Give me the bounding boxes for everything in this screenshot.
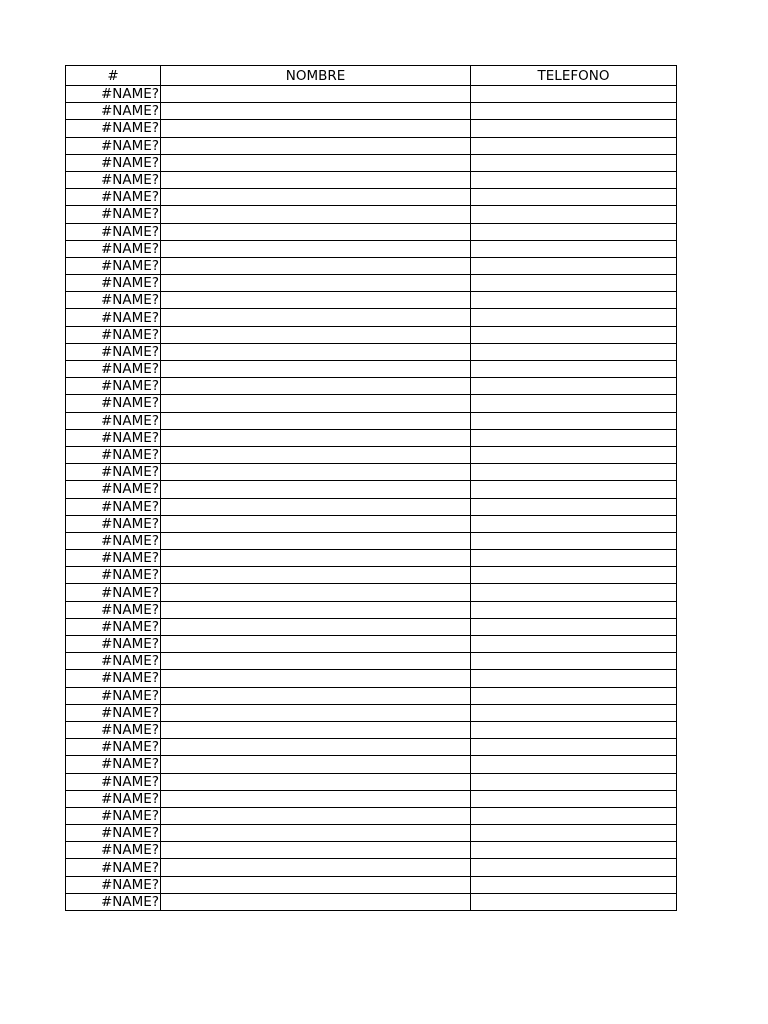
- table-body: [66, 86, 677, 911]
- nombre-cell[interactable]: [161, 859, 471, 876]
- nombre-cell[interactable]: [161, 464, 471, 481]
- telefono-cell[interactable]: [471, 343, 677, 360]
- row-number-cell[interactable]: #NAME?: [66, 584, 161, 601]
- table-row: [66, 137, 677, 154]
- telefono-cell[interactable]: [471, 446, 677, 463]
- nombre-cell[interactable]: [161, 790, 471, 807]
- table-row: [66, 498, 677, 515]
- table-row: [66, 532, 677, 549]
- table-row: [66, 636, 677, 653]
- table-row: [66, 309, 677, 326]
- telefono-cell[interactable]: [471, 240, 677, 257]
- telefono-cell[interactable]: [471, 773, 677, 790]
- telefono-cell[interactable]: [471, 137, 677, 154]
- table-row: [66, 154, 677, 171]
- table-row: [66, 670, 677, 687]
- telefono-cell[interactable]: [471, 86, 677, 103]
- telefono-cell[interactable]: [471, 481, 677, 498]
- nombre-cell[interactable]: [161, 498, 471, 515]
- telefono-cell[interactable]: [471, 206, 677, 223]
- telefono-cell[interactable]: [471, 223, 677, 240]
- row-number-cell[interactable]: #NAME?: [66, 206, 161, 223]
- telefono-cell[interactable]: [471, 412, 677, 429]
- telefono-cell[interactable]: [471, 498, 677, 515]
- row-number-cell[interactable]: #NAME?: [66, 687, 161, 704]
- table-row: [66, 790, 677, 807]
- table-row: [66, 326, 677, 343]
- telefono-cell[interactable]: [471, 721, 677, 738]
- nombre-cell[interactable]: [161, 550, 471, 567]
- table-row: [66, 86, 677, 103]
- telefono-cell[interactable]: [471, 532, 677, 549]
- table-row: [66, 240, 677, 257]
- table-row: [66, 567, 677, 584]
- nombre-cell[interactable]: [161, 343, 471, 360]
- row-number-cell[interactable]: #NAME?: [66, 343, 161, 360]
- row-number-cell[interactable]: #NAME?: [66, 618, 161, 635]
- table-row: [66, 481, 677, 498]
- row-number-cell[interactable]: #NAME?: [66, 189, 161, 206]
- telefono-cell[interactable]: [471, 859, 677, 876]
- telefono-cell[interactable]: [471, 171, 677, 188]
- row-number-cell[interactable]: #NAME?: [66, 876, 161, 893]
- telefono-cell[interactable]: [471, 653, 677, 670]
- nombre-cell[interactable]: [161, 292, 471, 309]
- telefono-cell[interactable]: [471, 378, 677, 395]
- table-row: [66, 618, 677, 635]
- row-number-cell[interactable]: #NAME?: [66, 464, 161, 481]
- nombre-cell[interactable]: [161, 309, 471, 326]
- row-number-cell[interactable]: #NAME?: [66, 137, 161, 154]
- row-number-cell[interactable]: #NAME?: [66, 773, 161, 790]
- nombre-cell[interactable]: [161, 361, 471, 378]
- telefono-cell[interactable]: [471, 395, 677, 412]
- row-number-cell[interactable]: #NAME?: [66, 257, 161, 274]
- header-nombre: NOMBRE: [161, 66, 471, 86]
- telefono-cell[interactable]: [471, 464, 677, 481]
- telefono-cell[interactable]: [471, 326, 677, 343]
- row-number-cell[interactable]: #NAME?: [66, 515, 161, 532]
- table-row: [66, 515, 677, 532]
- nombre-cell[interactable]: [161, 584, 471, 601]
- table-row: [66, 704, 677, 721]
- row-number-cell[interactable]: #NAME?: [66, 704, 161, 721]
- table-row: [66, 446, 677, 463]
- row-number-cell[interactable]: #NAME?: [66, 223, 161, 240]
- nombre-cell[interactable]: [161, 189, 471, 206]
- telefono-cell[interactable]: [471, 515, 677, 532]
- nombre-cell[interactable]: [161, 721, 471, 738]
- table-row: [66, 687, 677, 704]
- telefono-cell[interactable]: [471, 756, 677, 773]
- telefono-cell[interactable]: [471, 309, 677, 326]
- nombre-cell[interactable]: [161, 515, 471, 532]
- table-row: [66, 292, 677, 309]
- contact-table: [65, 65, 677, 911]
- row-number-cell[interactable]: #NAME?: [66, 378, 161, 395]
- row-number-cell[interactable]: #NAME?: [66, 498, 161, 515]
- table-row: [66, 343, 677, 360]
- row-number-cell[interactable]: #NAME?: [66, 636, 161, 653]
- telefono-cell[interactable]: [471, 567, 677, 584]
- nombre-cell[interactable]: [161, 532, 471, 549]
- row-number-cell[interactable]: #NAME?: [66, 601, 161, 618]
- telefono-cell[interactable]: [471, 601, 677, 618]
- row-number-cell[interactable]: #NAME?: [66, 103, 161, 120]
- table-row: [66, 584, 677, 601]
- nombre-cell[interactable]: [161, 412, 471, 429]
- telefono-cell[interactable]: [471, 704, 677, 721]
- table-row: [66, 807, 677, 824]
- nombre-cell[interactable]: [161, 704, 471, 721]
- nombre-cell[interactable]: [161, 120, 471, 137]
- row-number-cell[interactable]: #NAME?: [66, 739, 161, 756]
- nombre-cell[interactable]: [161, 154, 471, 171]
- table-row: [66, 412, 677, 429]
- nombre-cell[interactable]: [161, 825, 471, 842]
- table-row: [66, 120, 677, 137]
- nombre-cell[interactable]: [161, 446, 471, 463]
- table-row: [66, 773, 677, 790]
- nombre-cell[interactable]: [161, 103, 471, 120]
- nombre-cell[interactable]: [161, 756, 471, 773]
- table-row: [66, 378, 677, 395]
- row-number-cell[interactable]: #NAME?: [66, 807, 161, 824]
- table-row: [66, 893, 677, 910]
- table-row: [66, 653, 677, 670]
- header-row: [66, 66, 677, 86]
- nombre-cell[interactable]: [161, 86, 471, 103]
- header-telefono: TELEFONO: [471, 66, 677, 86]
- row-number-cell[interactable]: #NAME?: [66, 670, 161, 687]
- telefono-cell[interactable]: [471, 275, 677, 292]
- table-row: [66, 859, 677, 876]
- row-number-cell[interactable]: #NAME?: [66, 567, 161, 584]
- table-row: [66, 257, 677, 274]
- table-row: [66, 171, 677, 188]
- nombre-cell[interactable]: [161, 223, 471, 240]
- row-number-cell[interactable]: #NAME?: [66, 893, 161, 910]
- row-number-cell[interactable]: #NAME?: [66, 721, 161, 738]
- table-row: [66, 275, 677, 292]
- table-row: [66, 601, 677, 618]
- nombre-cell[interactable]: [161, 807, 471, 824]
- row-number-cell[interactable]: #NAME?: [66, 292, 161, 309]
- table-row: [66, 223, 677, 240]
- telefono-cell[interactable]: [471, 154, 677, 171]
- row-number-cell[interactable]: #NAME?: [66, 429, 161, 446]
- table-row: [66, 842, 677, 859]
- table-row: [66, 395, 677, 412]
- table-row: [66, 464, 677, 481]
- row-number-cell[interactable]: #NAME?: [66, 859, 161, 876]
- nombre-cell[interactable]: [161, 429, 471, 446]
- telefono-cell[interactable]: [471, 103, 677, 120]
- row-number-cell[interactable]: #NAME?: [66, 842, 161, 859]
- table-row: [66, 739, 677, 756]
- telefono-cell[interactable]: [471, 670, 677, 687]
- row-number-cell[interactable]: #NAME?: [66, 361, 161, 378]
- telefono-cell[interactable]: [471, 550, 677, 567]
- telefono-cell[interactable]: [471, 584, 677, 601]
- table-row: [66, 429, 677, 446]
- nombre-cell[interactable]: [161, 275, 471, 292]
- telefono-cell[interactable]: [471, 893, 677, 910]
- row-number-cell[interactable]: #NAME?: [66, 756, 161, 773]
- row-number-cell[interactable]: #NAME?: [66, 446, 161, 463]
- telefono-cell[interactable]: [471, 807, 677, 824]
- table-row: [66, 550, 677, 567]
- row-number-cell[interactable]: #NAME?: [66, 532, 161, 549]
- telefono-cell[interactable]: [471, 257, 677, 274]
- row-number-cell[interactable]: #NAME?: [66, 395, 161, 412]
- table-row: [66, 756, 677, 773]
- nombre-cell[interactable]: [161, 842, 471, 859]
- row-number-cell[interactable]: #NAME?: [66, 825, 161, 842]
- nombre-cell[interactable]: [161, 893, 471, 910]
- row-number-cell[interactable]: #NAME?: [66, 653, 161, 670]
- telefono-cell[interactable]: [471, 790, 677, 807]
- table-row: [66, 361, 677, 378]
- row-number-cell[interactable]: #NAME?: [66, 790, 161, 807]
- row-number-cell[interactable]: #NAME?: [66, 240, 161, 257]
- row-number-cell[interactable]: #NAME?: [66, 481, 161, 498]
- table-row: [66, 825, 677, 842]
- nombre-cell[interactable]: [161, 653, 471, 670]
- nombre-cell[interactable]: [161, 670, 471, 687]
- telefono-cell[interactable]: [471, 825, 677, 842]
- telefono-cell[interactable]: [471, 687, 677, 704]
- nombre-cell[interactable]: [161, 773, 471, 790]
- table-row: [66, 103, 677, 120]
- table-row: [66, 206, 677, 223]
- contact-sheet: [65, 65, 677, 911]
- telefono-cell[interactable]: [471, 361, 677, 378]
- table-row: [66, 189, 677, 206]
- nombre-cell[interactable]: [161, 206, 471, 223]
- nombre-cell[interactable]: [161, 378, 471, 395]
- nombre-cell[interactable]: [161, 601, 471, 618]
- row-number-cell[interactable]: #NAME?: [66, 275, 161, 292]
- row-number-cell[interactable]: #NAME?: [66, 550, 161, 567]
- telefono-cell[interactable]: [471, 618, 677, 635]
- row-number-cell[interactable]: #NAME?: [66, 326, 161, 343]
- row-number-cell[interactable]: #NAME?: [66, 86, 161, 103]
- row-number-cell[interactable]: #NAME?: [66, 309, 161, 326]
- row-number-cell[interactable]: #NAME?: [66, 412, 161, 429]
- nombre-cell[interactable]: [161, 171, 471, 188]
- telefono-cell[interactable]: [471, 429, 677, 446]
- nombre-cell[interactable]: [161, 739, 471, 756]
- telefono-cell[interactable]: [471, 120, 677, 137]
- nombre-cell[interactable]: [161, 326, 471, 343]
- table-row: [66, 876, 677, 893]
- telefono-cell[interactable]: [471, 636, 677, 653]
- telefono-cell[interactable]: [471, 189, 677, 206]
- telefono-cell[interactable]: [471, 739, 677, 756]
- header-number: #: [66, 66, 161, 86]
- nombre-cell[interactable]: [161, 876, 471, 893]
- telefono-cell[interactable]: [471, 876, 677, 893]
- table-row: [66, 721, 677, 738]
- nombre-cell[interactable]: [161, 687, 471, 704]
- telefono-cell[interactable]: [471, 842, 677, 859]
- telefono-cell[interactable]: [471, 292, 677, 309]
- nombre-cell[interactable]: [161, 567, 471, 584]
- nombre-cell[interactable]: [161, 618, 471, 635]
- row-number-cell[interactable]: #NAME?: [66, 120, 161, 137]
- nombre-cell[interactable]: [161, 636, 471, 653]
- nombre-cell[interactable]: [161, 395, 471, 412]
- row-number-cell[interactable]: #NAME?: [66, 171, 161, 188]
- nombre-cell[interactable]: [161, 137, 471, 154]
- nombre-cell[interactable]: [161, 240, 471, 257]
- nombre-cell[interactable]: [161, 481, 471, 498]
- row-number-cell[interactable]: #NAME?: [66, 154, 161, 171]
- nombre-cell[interactable]: [161, 257, 471, 274]
